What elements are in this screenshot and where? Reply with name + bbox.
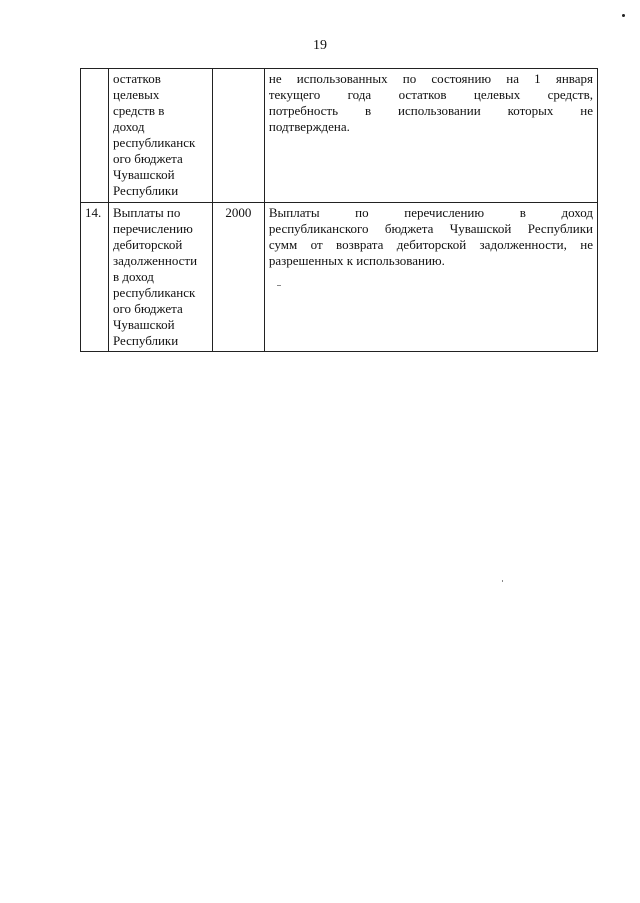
description-line: сумм от возврата дебиторской задолженности, не bbox=[268, 237, 593, 252]
description-line: Выплаты по перечислению в доход bbox=[268, 205, 593, 220]
row-number bbox=[81, 69, 109, 203]
name-line: Республики bbox=[112, 333, 179, 348]
page-number: 19 bbox=[313, 38, 327, 53]
payment-description-cell bbox=[264, 203, 597, 352]
scan-speck bbox=[622, 14, 625, 17]
payment-code: 2000 bbox=[212, 203, 264, 352]
name-line: республиканск bbox=[112, 285, 196, 300]
description-line: текущего года остатков целевых средств, bbox=[268, 87, 593, 102]
table-row bbox=[81, 203, 598, 352]
name-line: Республики bbox=[112, 183, 179, 198]
name-line: республиканск bbox=[112, 135, 196, 150]
description-line: не использованных по состоянию на 1 января bbox=[268, 71, 593, 86]
name-line: остатков bbox=[112, 71, 161, 86]
description-line: разрешенных к использованию. bbox=[268, 253, 445, 268]
name-line: Чувашской bbox=[112, 317, 175, 332]
payment-code bbox=[212, 69, 264, 203]
name-line: доход bbox=[112, 119, 145, 134]
name-line: Чувашской bbox=[112, 167, 175, 182]
scan-speck bbox=[502, 580, 503, 582]
name-line: задолженности bbox=[112, 253, 198, 268]
table-row bbox=[81, 69, 598, 203]
description-line: подтверждена. bbox=[268, 119, 350, 134]
row-number: 14. bbox=[81, 203, 109, 352]
name-line: перечислению bbox=[112, 221, 193, 236]
name-line: целевых bbox=[112, 87, 160, 102]
name-line: ого бюджета bbox=[112, 301, 183, 316]
name-line: дебиторской bbox=[112, 237, 183, 252]
payment-name-cell bbox=[108, 203, 212, 352]
name-line: ого бюджета bbox=[112, 151, 183, 166]
description-line: потребность в использовании которых не bbox=[268, 103, 593, 118]
description-line: республиканского бюджета Чувашской Республики bbox=[268, 221, 593, 236]
name-line: в доход bbox=[112, 269, 154, 284]
name-line: средств в bbox=[112, 103, 165, 118]
document-table bbox=[80, 68, 598, 352]
payment-description-cell bbox=[264, 69, 597, 203]
payment-name-cell bbox=[108, 69, 212, 203]
name-line: Выплаты по bbox=[112, 205, 181, 220]
